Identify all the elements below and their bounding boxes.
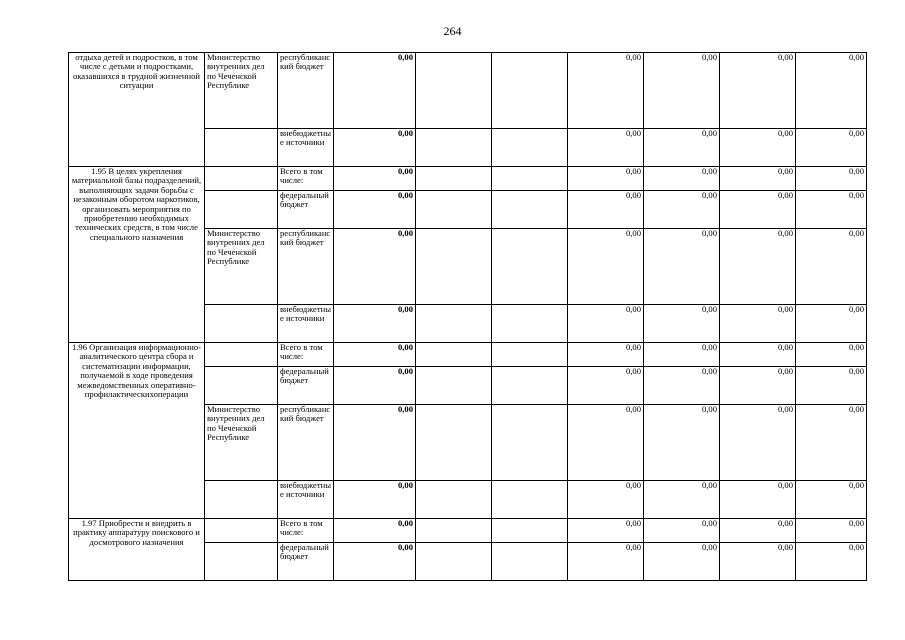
- year-amount-cell: 0,00: [720, 229, 796, 305]
- year-amount-cell: 0,00: [568, 367, 644, 405]
- page-number: 264: [443, 24, 462, 38]
- year-amount-cell: 0,00: [796, 519, 867, 543]
- empty-cell: [416, 229, 492, 305]
- funding-source-cell: внебюджетные источники: [278, 305, 334, 343]
- year-amount-cell: 0,00: [796, 481, 867, 519]
- table-row: [69, 167, 867, 191]
- funding-source-cell: республиканский бюджет: [278, 405, 334, 481]
- empty-cell: [492, 367, 568, 405]
- empty-cell: [492, 343, 568, 367]
- year-amount-cell: 0,00: [568, 405, 644, 481]
- empty-cell: [416, 343, 492, 367]
- year-amount-cell: 0,00: [644, 367, 720, 405]
- empty-cell: [416, 405, 492, 481]
- empty-cell: [416, 167, 492, 191]
- responsible-executor-cell: [205, 543, 278, 581]
- year-amount-cell: 0,00: [644, 191, 720, 229]
- total-amount-cell: 0,00: [334, 519, 416, 543]
- empty-cell: [416, 53, 492, 129]
- total-amount-cell: 0,00: [334, 481, 416, 519]
- year-amount-cell: 0,00: [796, 543, 867, 581]
- responsible-executor-cell: [205, 343, 278, 367]
- empty-cell: [492, 191, 568, 229]
- empty-cell: [492, 305, 568, 343]
- year-amount-cell: 0,00: [720, 343, 796, 367]
- total-amount-cell: 0,00: [334, 543, 416, 581]
- empty-cell: [416, 129, 492, 167]
- responsible-executor-cell: Министерство внутренних дел по Чеченской Республике: [205, 53, 278, 129]
- year-amount-cell: 0,00: [720, 543, 796, 581]
- year-amount-cell: 0,00: [568, 305, 644, 343]
- total-amount-cell: 0,00: [334, 343, 416, 367]
- empty-cell: [416, 367, 492, 405]
- empty-cell: [416, 305, 492, 343]
- total-amount-cell: 0,00: [334, 229, 416, 305]
- year-amount-cell: 0,00: [568, 519, 644, 543]
- year-amount-cell: 0,00: [720, 305, 796, 343]
- measure-description-cell: 1.97 Приобрести и внедрить в практику аппаратуру поискового и досмотрового назначения: [69, 519, 205, 581]
- year-amount-cell: 0,00: [644, 481, 720, 519]
- table-row: [69, 53, 867, 129]
- year-amount-cell: 0,00: [796, 129, 867, 167]
- empty-cell: [416, 519, 492, 543]
- responsible-executor-cell: [205, 481, 278, 519]
- year-amount-cell: 0,00: [644, 543, 720, 581]
- year-amount-cell: 0,00: [720, 167, 796, 191]
- empty-cell: [416, 481, 492, 519]
- empty-cell: [492, 53, 568, 129]
- responsible-executor-cell: Министерство внутренних дел по Чеченской Республике: [205, 229, 278, 305]
- year-amount-cell: 0,00: [644, 167, 720, 191]
- empty-cell: [416, 191, 492, 229]
- funding-source-cell: федеральный бюджет: [278, 543, 334, 581]
- year-amount-cell: 0,00: [568, 229, 644, 305]
- funding-source-cell: Всего в том числе:: [278, 167, 334, 191]
- measure-description-cell: 1.96 Организация информационно-аналитического центра сбора и систематизации информации, получаемой в ходе проведения межведомственных оперативно-профилактическихоперации: [69, 343, 205, 519]
- year-amount-cell: 0,00: [796, 229, 867, 305]
- total-amount-cell: 0,00: [334, 405, 416, 481]
- responsible-executor-cell: [205, 519, 278, 543]
- total-amount-cell: 0,00: [334, 167, 416, 191]
- year-amount-cell: 0,00: [644, 519, 720, 543]
- year-amount-cell: 0,00: [796, 343, 867, 367]
- funding-source-cell: федеральный бюджет: [278, 191, 334, 229]
- measure-description-cell: отдыха детей и подростков, в том числе с детьми и подростками, оказавшихся в трудной жизненной ситуации: [69, 53, 205, 167]
- empty-cell: [492, 405, 568, 481]
- empty-cell: [492, 543, 568, 581]
- responsible-executor-cell: [205, 129, 278, 167]
- year-amount-cell: 0,00: [568, 481, 644, 519]
- year-amount-cell: 0,00: [568, 191, 644, 229]
- year-amount-cell: 0,00: [796, 167, 867, 191]
- year-amount-cell: 0,00: [568, 543, 644, 581]
- empty-cell: [492, 167, 568, 191]
- empty-cell: [492, 129, 568, 167]
- responsible-executor-cell: [205, 167, 278, 191]
- year-amount-cell: 0,00: [796, 405, 867, 481]
- budget-table-body: [69, 53, 867, 581]
- year-amount-cell: 0,00: [568, 129, 644, 167]
- total-amount-cell: 0,00: [334, 367, 416, 405]
- responsible-executor-cell: [205, 305, 278, 343]
- funding-source-cell: внебюджетные источники: [278, 481, 334, 519]
- year-amount-cell: 0,00: [796, 53, 867, 129]
- empty-cell: [416, 543, 492, 581]
- year-amount-cell: 0,00: [644, 229, 720, 305]
- responsible-executor-cell: [205, 367, 278, 405]
- budget-table: [68, 52, 867, 581]
- year-amount-cell: 0,00: [720, 367, 796, 405]
- year-amount-cell: 0,00: [796, 305, 867, 343]
- funding-source-cell: республиканский бюджет: [278, 53, 334, 129]
- year-amount-cell: 0,00: [644, 405, 720, 481]
- empty-cell: [492, 519, 568, 543]
- year-amount-cell: 0,00: [720, 129, 796, 167]
- year-amount-cell: 0,00: [568, 167, 644, 191]
- year-amount-cell: 0,00: [644, 305, 720, 343]
- measure-description-cell: 1.95 В целях укрепления материальной базы подразделений, выполняющих задачи борьбы с незаконным оборотом наркотиков, организовать мероприятия по приобретению необходимых технических средств, в том числе специального назначения: [69, 167, 205, 343]
- table-row: [69, 519, 867, 543]
- year-amount-cell: 0,00: [720, 481, 796, 519]
- responsible-executor-cell: Министерство внутренних дел по Чеченской Республике: [205, 405, 278, 481]
- year-amount-cell: 0,00: [720, 191, 796, 229]
- funding-source-cell: Всего в том числе:: [278, 519, 334, 543]
- total-amount-cell: 0,00: [334, 129, 416, 167]
- year-amount-cell: 0,00: [796, 191, 867, 229]
- year-amount-cell: 0,00: [720, 53, 796, 129]
- year-amount-cell: 0,00: [644, 343, 720, 367]
- year-amount-cell: 0,00: [720, 405, 796, 481]
- funding-source-cell: республиканский бюджет: [278, 229, 334, 305]
- funding-source-cell: Всего в том числе:: [278, 343, 334, 367]
- year-amount-cell: 0,00: [568, 53, 644, 129]
- funding-source-cell: федеральный бюджет: [278, 367, 334, 405]
- year-amount-cell: 0,00: [644, 53, 720, 129]
- year-amount-cell: 0,00: [796, 367, 867, 405]
- year-amount-cell: 0,00: [720, 519, 796, 543]
- year-amount-cell: 0,00: [568, 343, 644, 367]
- funding-source-cell: внебюджетные источники: [278, 129, 334, 167]
- empty-cell: [492, 481, 568, 519]
- table-row: [69, 343, 867, 367]
- total-amount-cell: 0,00: [334, 53, 416, 129]
- responsible-executor-cell: [205, 191, 278, 229]
- total-amount-cell: 0,00: [334, 191, 416, 229]
- empty-cell: [492, 229, 568, 305]
- year-amount-cell: 0,00: [644, 129, 720, 167]
- total-amount-cell: 0,00: [334, 305, 416, 343]
